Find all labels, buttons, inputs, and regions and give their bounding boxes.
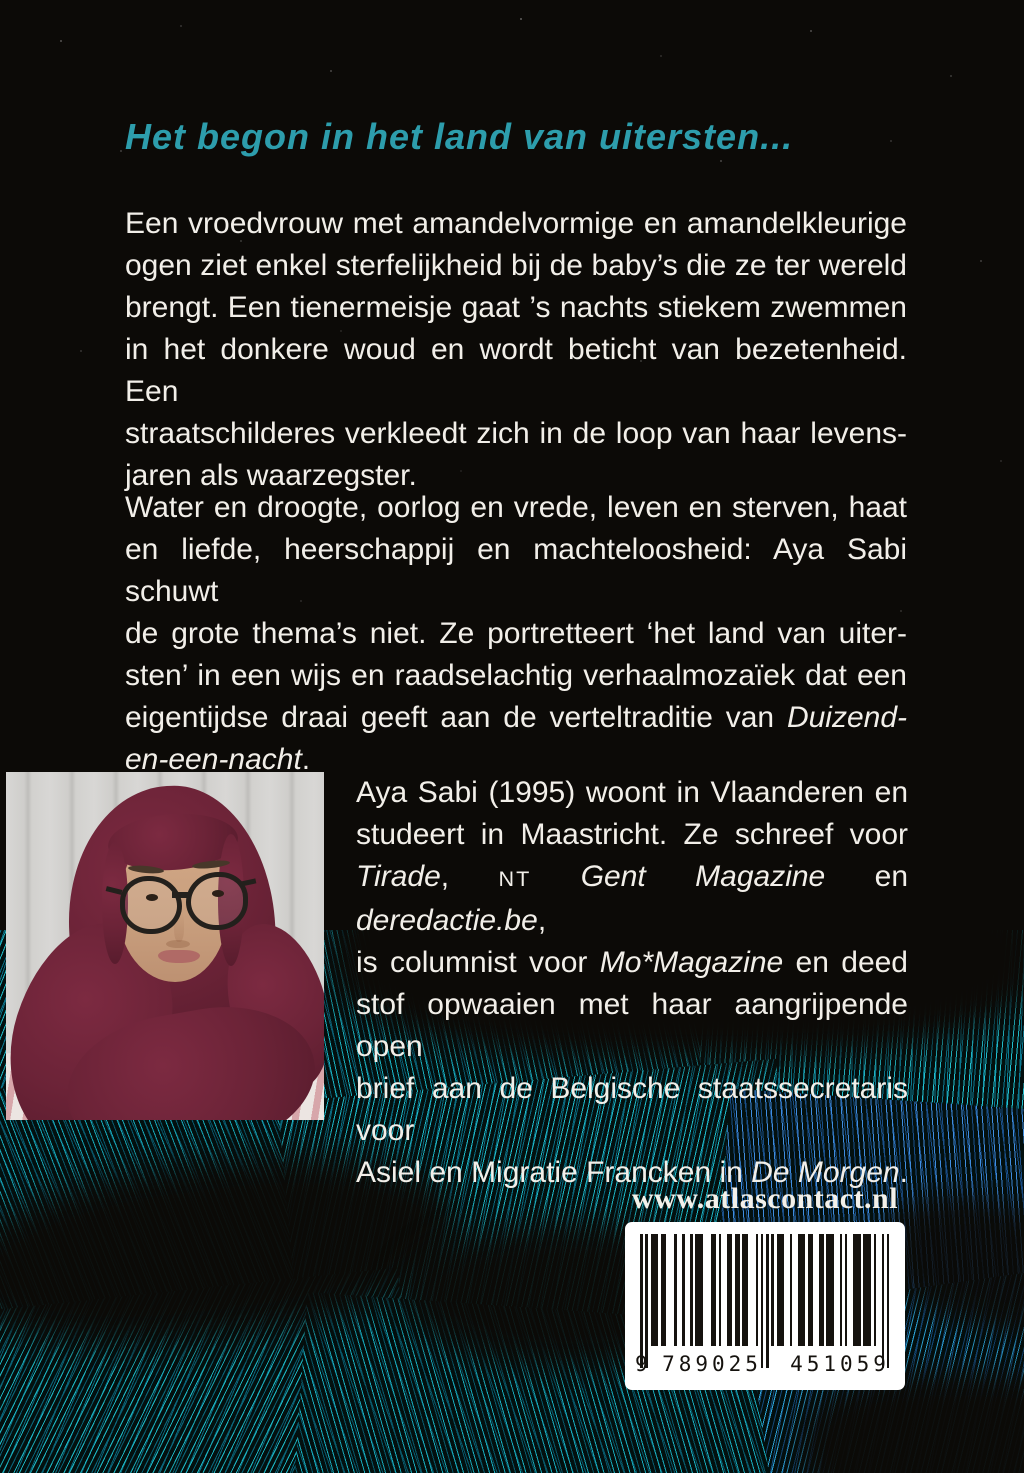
nose-shadow (166, 940, 190, 948)
glasses-lens-right (186, 872, 248, 930)
styled-text: Gent Magazine (580, 860, 826, 893)
barcode-module (887, 1234, 890, 1368)
starfield-texture (0, 0, 2, 2)
publisher-website: www.atlascontact.nl (631, 1182, 899, 1215)
text-line: en liefde, heerschappij en machteloosheid: Aya Sabi schuwt (125, 533, 907, 608)
author-bio (356, 772, 908, 1194)
author-photo (6, 772, 324, 1120)
barcode-digit-group: 9 (635, 1352, 648, 1376)
mouth (158, 950, 200, 963)
text-line: Een vroedvrouw met amandelvormige en amandelkleurige (125, 207, 907, 240)
text-line: jaren als waarzegster. (125, 459, 417, 492)
text-line: brengt. Een tienermeisje gaat ’s nachts stiekem zwemmen (125, 291, 907, 324)
text-line: straatschilderes verkleedt zich in de loop van haar levens- (125, 417, 907, 450)
text-line: Asiel en Migratie Francken in De Morgen. (356, 1156, 908, 1189)
styled-text: NT (498, 866, 532, 891)
text-line: brief aan de Belgische staatssecretaris voor (356, 1072, 908, 1147)
text-line: Aya Sabi (1995) woont in Vlaanderen en (356, 776, 908, 809)
text-line: de grote thema’s niet. Ze portretteert ‘het land van uiter- (125, 617, 907, 650)
barcode-bars (640, 1234, 890, 1346)
barcode-digit-group: 789025 (662, 1352, 762, 1376)
glasses-bridge (172, 892, 188, 898)
text-line: is columnist voor Mo*Magazine en deed (356, 946, 908, 979)
text-line: Water en droogte, oorlog en vrede, leven en sterven, haat (125, 491, 907, 524)
synopsis-paragraph-2 (125, 487, 907, 781)
tagline: Het begon in het land van uitersten... (125, 116, 794, 157)
glasses-lens-left (120, 876, 182, 934)
text-line: en-een-nacht. (125, 743, 311, 776)
styled-text: Tirade (356, 860, 441, 893)
barcode-digit-group: 451059 (790, 1352, 890, 1376)
text-line: ogen ziet enkel sterfelijkheid bij de baby’s die ze ter wereld (125, 249, 907, 282)
text-line: stof opwaaien met haar aangrijpende open (356, 988, 908, 1063)
synopsis-paragraph-1 (125, 203, 907, 497)
eye-left (146, 894, 158, 901)
barcode-number (635, 1352, 897, 1376)
styled-text: deredactie.be (356, 904, 538, 937)
styled-text: Duizend- (786, 701, 907, 734)
text-line: sten’ in een wijs en raadselachtig verhaalmozaïek dat een (125, 659, 907, 692)
styled-text: en-een-nacht (125, 743, 302, 776)
text-line: eigentijdse draai geeft aan de verteltraditie van Duizend- (125, 701, 907, 734)
text-line: studeert in Maastricht. Ze schreef voor (356, 818, 908, 851)
styled-text: De Morgen (751, 1156, 900, 1189)
text-line: in het donkere woud en wordt beticht van bezetenheid. Een (125, 333, 907, 408)
isbn-barcode (625, 1222, 905, 1390)
text-line: Tirade, NT Gent Magazine en deredactie.be, (356, 860, 908, 937)
styled-text: Mo*Magazine (599, 946, 784, 979)
eye-right (212, 890, 224, 897)
